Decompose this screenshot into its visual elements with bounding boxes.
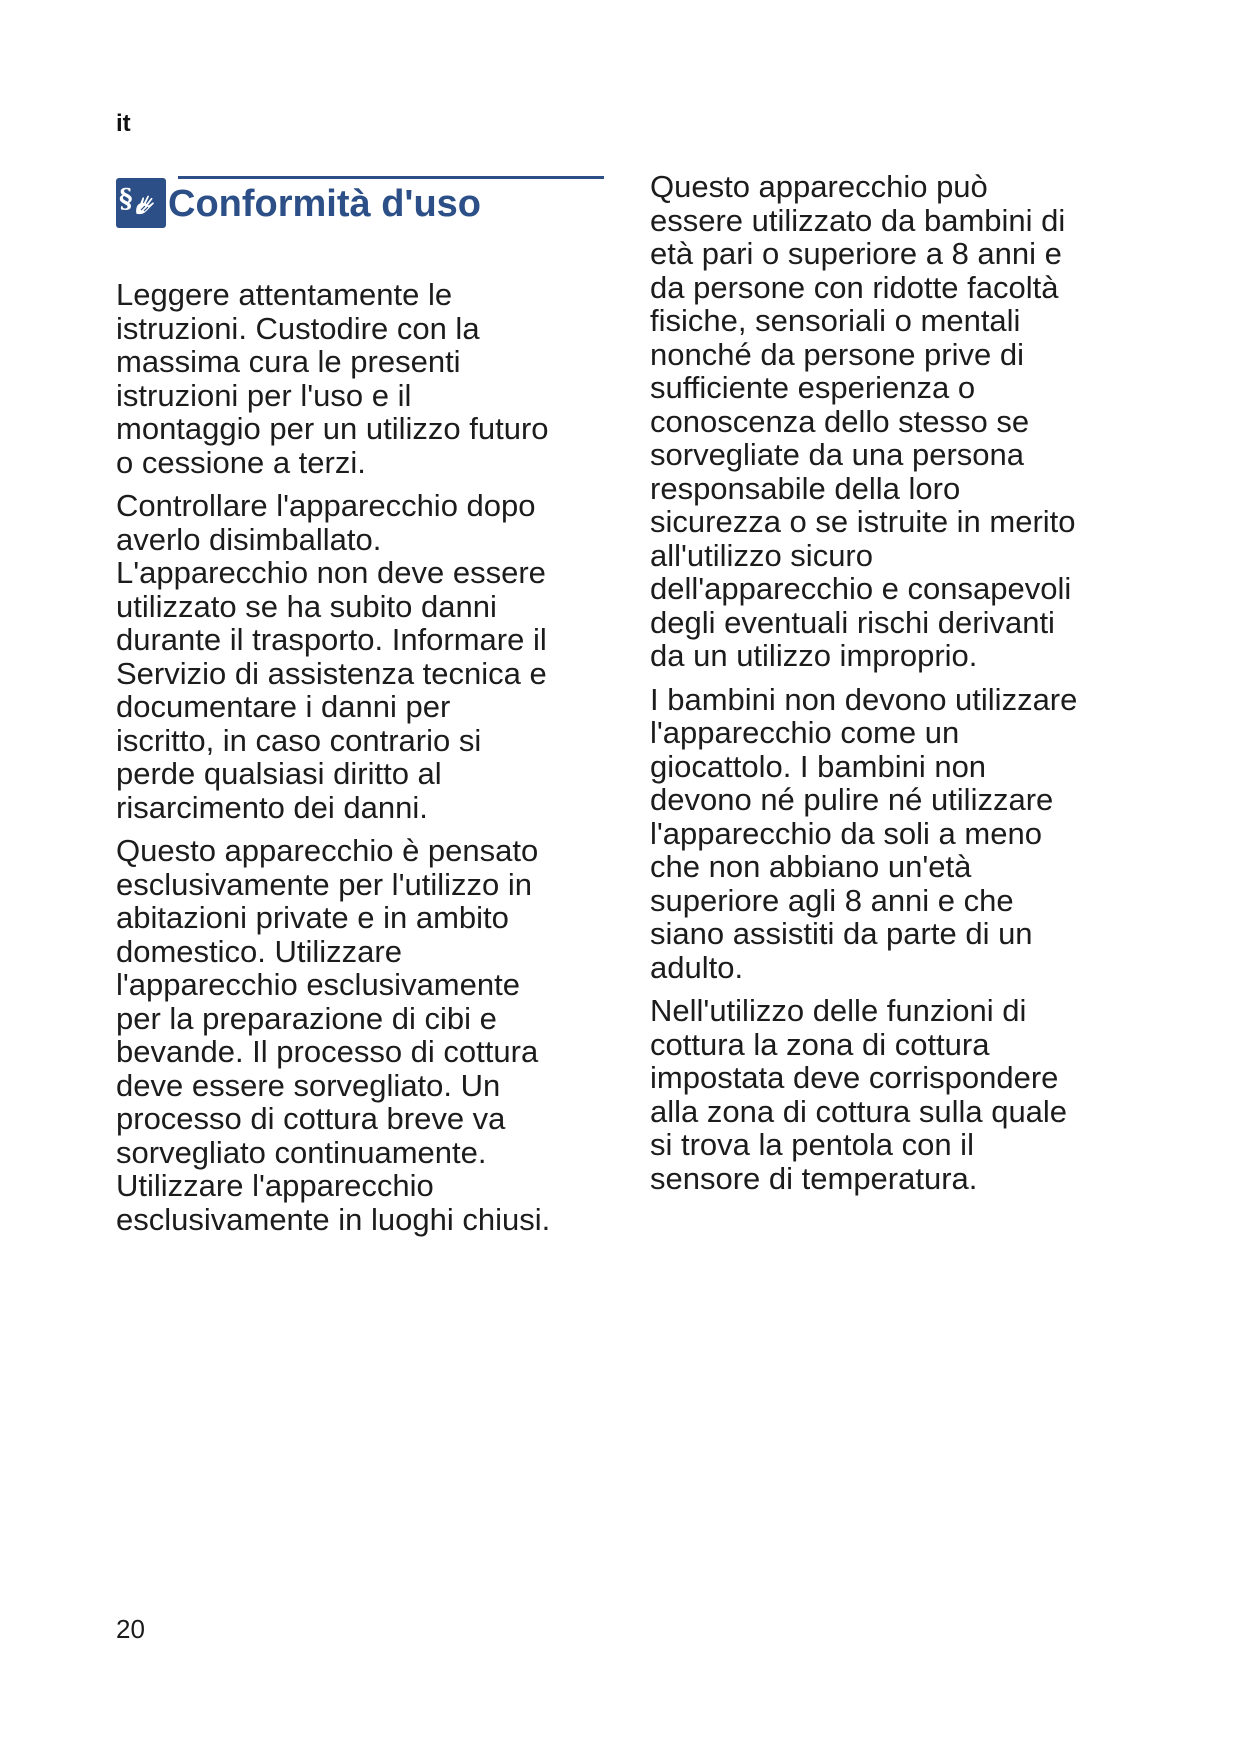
page-number: 20	[116, 1614, 145, 1644]
text-line: o cessione a terzi.	[116, 444, 366, 480]
text-line: nonché da persone prive di	[650, 336, 1024, 372]
text-line: sorvegliato continuamente.	[116, 1134, 487, 1170]
text-line: l'apparecchio come un	[650, 715, 960, 750]
text-line: utilizzato se ha subito danni	[116, 588, 497, 624]
text-line: montaggio per un utilizzo futuro	[116, 411, 549, 446]
text-line: deve essere sorvegliato. Un	[116, 1067, 501, 1103]
text-line: superiore agli 8 anni e che	[650, 882, 1014, 918]
text-line: averlo disimballato.	[116, 521, 382, 557]
text-line: bevande. Il processo di cottura	[116, 1034, 539, 1069]
language-code: it	[116, 110, 131, 137]
text-line: essere utilizzato da bambini di	[650, 202, 1066, 238]
paragraph-transport-damage	[116, 489, 616, 824]
text-line: istruzioni. Custodire con la	[116, 310, 480, 346]
text-line: si trova la pentola con il	[650, 1127, 974, 1162]
text-line: Leggere attentamente le	[116, 277, 453, 312]
text-line: l'apparecchio da soli a meno	[650, 815, 1042, 851]
text-line: all'utilizzo sicuro	[650, 537, 873, 573]
text-line: sensore di temperatura.	[650, 1160, 978, 1196]
text-line: degli eventuali rischi derivanti	[650, 604, 1055, 640]
section-title: Conformità d'uso	[168, 183, 482, 225]
text-line: Controllare l'apparecchio dopo	[116, 488, 536, 523]
svg-text:§: §	[119, 184, 133, 214]
paragraph-hand-icon	[116, 178, 166, 228]
text-line: giocattolo. I bambini non	[650, 748, 987, 784]
text-line: documentare i danni per	[116, 689, 451, 724]
text-line: alla zona di cottura sulla quale	[650, 1093, 1068, 1129]
text-line: da un utilizzo improprio.	[650, 638, 978, 673]
text-line: per la preparazione di cibi e	[116, 1000, 497, 1036]
text-line: adulto.	[650, 949, 744, 985]
paragraph-children-and-persons	[650, 170, 1150, 673]
text-line: l'apparecchio esclusivamente	[116, 967, 520, 1002]
text-line: sorvegliate da una persona	[650, 437, 1024, 472]
right-column	[650, 170, 1150, 1205]
text-line: abitazioni private e in ambito	[116, 900, 509, 935]
paragraph-cooking-zone-sensor	[650, 994, 1150, 1195]
heading-rule	[178, 176, 604, 179]
text-line: istruzioni per l'uso e il	[116, 377, 412, 413]
text-line: massima cura le presenti	[116, 344, 461, 379]
paragraph-children-play	[650, 683, 1150, 985]
text-line: devono né pulire né utilizzare	[650, 782, 1054, 817]
text-line: Questo apparecchio è pensato	[116, 833, 539, 868]
text-line: siano assistiti da parte di un	[650, 916, 1033, 951]
text-line: processo di cottura breve va	[116, 1101, 506, 1136]
text-line: iscritto, in caso contrario si	[116, 722, 482, 758]
text-line: Utilizzare l'apparecchio	[116, 1168, 434, 1203]
text-line: Nell'utilizzo delle funzioni di	[650, 993, 1027, 1028]
text-line: cottura la zona di cottura	[650, 1026, 990, 1062]
text-line: Servizio di assistenza tecnica e	[116, 655, 547, 691]
text-line: responsabile della loro	[650, 470, 961, 506]
text-line: che non abbiano un'età	[650, 849, 972, 884]
paragraph-storage-instructions	[116, 278, 616, 479]
text-line: impostata deve corrispondere	[650, 1060, 1059, 1095]
text-line: sicurezza o se istruite in merito	[650, 504, 1076, 539]
text-line: Questo apparecchio può	[650, 169, 988, 204]
text-line: fisiche, sensoriali o mentali	[650, 303, 1021, 338]
text-line: I bambini non devono utilizzare	[650, 681, 1078, 717]
text-line: esclusivamente per l'utilizzo in	[116, 866, 532, 902]
text-line: da persone con ridotte facoltà	[650, 269, 1059, 305]
text-line: perde qualsiasi diritto al	[116, 756, 442, 791]
text-line: L'apparecchio non deve essere	[116, 555, 546, 590]
text-line: età pari o superiore a 8 anni e	[650, 236, 1062, 271]
text-line: durante il trasporto. Informare il	[116, 622, 547, 657]
text-line: conoscenza dello stesso se	[650, 403, 1030, 439]
text-line: risarcimento dei danni.	[116, 789, 428, 825]
left-column	[116, 278, 616, 1246]
text-line: sufficiente esperienza o	[650, 370, 976, 405]
text-line: esclusivamente in luoghi chiusi.	[116, 1201, 551, 1237]
paragraph-intended-use	[116, 834, 616, 1236]
text-line: dell'apparecchio e consapevoli	[650, 571, 1072, 606]
text-line: domestico. Utilizzare	[116, 933, 402, 969]
